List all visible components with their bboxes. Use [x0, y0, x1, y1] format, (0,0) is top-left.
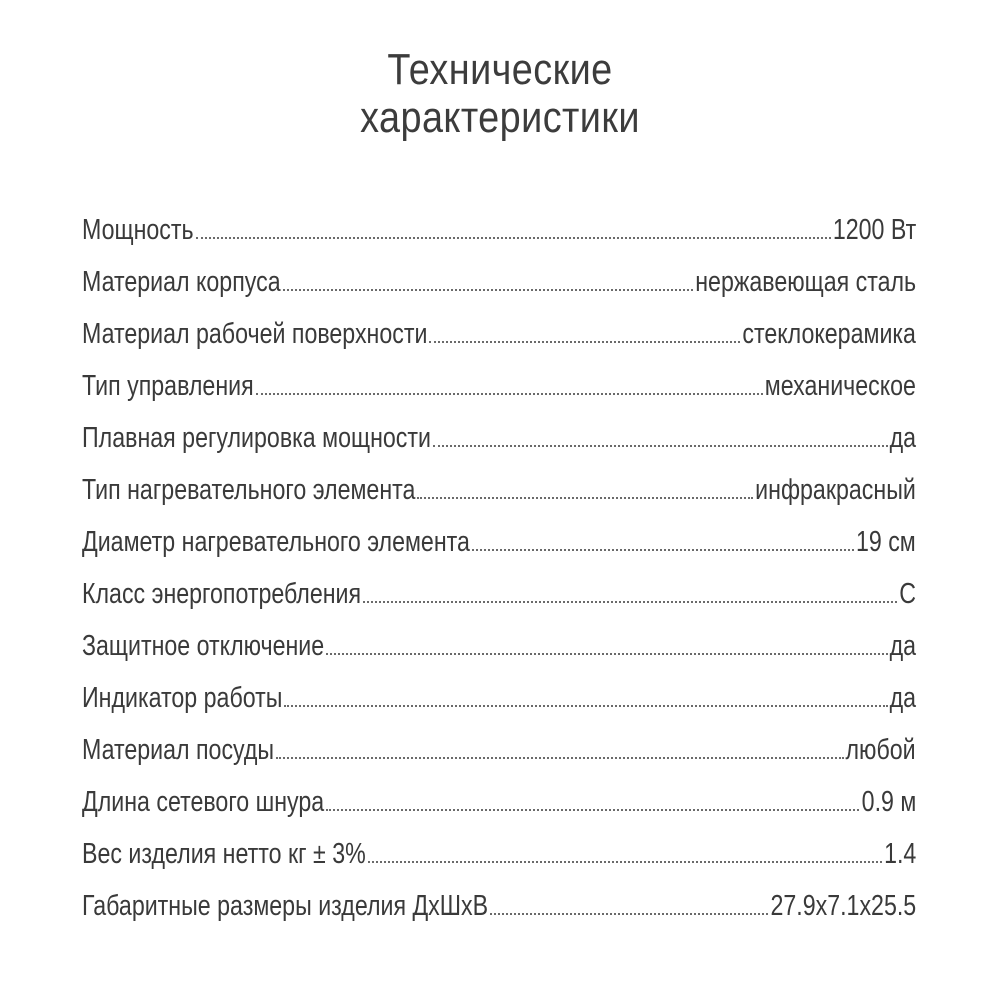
spec-label: Защитное отключение: [82, 630, 325, 662]
title-line-1: Технические: [387, 45, 613, 94]
spec-row-smooth-power: [82, 404, 916, 456]
spec-row-energy-class: [82, 560, 916, 612]
dot-leader: [284, 705, 887, 707]
dot-leader: [326, 809, 859, 811]
spec-value: инфракрасный: [755, 474, 916, 506]
spec-label: Материал посуды: [82, 734, 275, 766]
spec-value: да: [889, 422, 916, 454]
spec-value: 19 см: [856, 526, 916, 558]
dot-leader: [433, 445, 887, 447]
page-title: [70, 46, 930, 142]
spec-label: Диаметр нагревательного элемента: [82, 526, 470, 558]
spec-row-power: [82, 196, 916, 248]
spec-label: Габаритные размеры изделия ДхШхВ: [82, 890, 489, 922]
dot-leader: [283, 289, 693, 291]
spec-label: Мощность: [82, 214, 194, 246]
dot-leader: [429, 341, 740, 343]
spec-row-body-material: [82, 248, 916, 300]
spec-row-heater-diameter: [82, 508, 916, 560]
spec-value: да: [889, 630, 916, 662]
spec-row-surface-material: [82, 300, 916, 352]
spec-value: С: [899, 578, 916, 610]
spec-label: Длина сетевого шнура: [82, 786, 325, 818]
spec-value: механическое: [764, 370, 916, 402]
spec-label: Индикатор работы: [82, 682, 283, 714]
spec-label: Тип управления: [82, 370, 254, 402]
dot-leader: [363, 601, 897, 603]
spec-value: 1.4: [883, 838, 916, 870]
title-line-2: характеристики: [360, 93, 640, 142]
dot-leader: [276, 757, 844, 759]
spec-row-cookware-material: [82, 716, 916, 768]
dot-leader: [196, 237, 831, 239]
spec-row-net-weight: [82, 820, 916, 872]
spec-value: стеклокерамика: [742, 318, 916, 350]
spec-list: [82, 196, 916, 924]
spec-row-cord-length: [82, 768, 916, 820]
dot-leader: [256, 393, 763, 395]
spec-value: 1200 Вт: [832, 214, 916, 246]
spec-value: да: [889, 682, 916, 714]
spec-row-dimensions: [82, 872, 916, 924]
dot-leader: [490, 913, 768, 915]
dot-leader: [326, 653, 887, 655]
spec-label: Материал рабочей поверхности: [82, 318, 428, 350]
spec-row-indicator: [82, 664, 916, 716]
dot-leader: [472, 549, 854, 551]
spec-value: 0.9 м: [861, 786, 916, 818]
spec-row-safety-shutoff: [82, 612, 916, 664]
spec-row-heater-type: [82, 456, 916, 508]
dot-leader: [368, 861, 882, 863]
spec-label: Тип нагревательного элемента: [82, 474, 416, 506]
spec-row-control-type: [82, 352, 916, 404]
spec-value: нержавеющая сталь: [695, 266, 916, 298]
spec-value: любой: [845, 734, 916, 766]
spec-label: Плавная регулировка мощности: [82, 422, 431, 454]
dot-leader: [417, 497, 753, 499]
spec-value: 27.9x7.1x25.5: [770, 890, 916, 922]
spec-label: Материал корпуса: [82, 266, 281, 298]
spec-label: Класс энергопотребления: [82, 578, 362, 610]
spec-label: Вес изделия нетто кг ± 3%: [82, 838, 366, 870]
